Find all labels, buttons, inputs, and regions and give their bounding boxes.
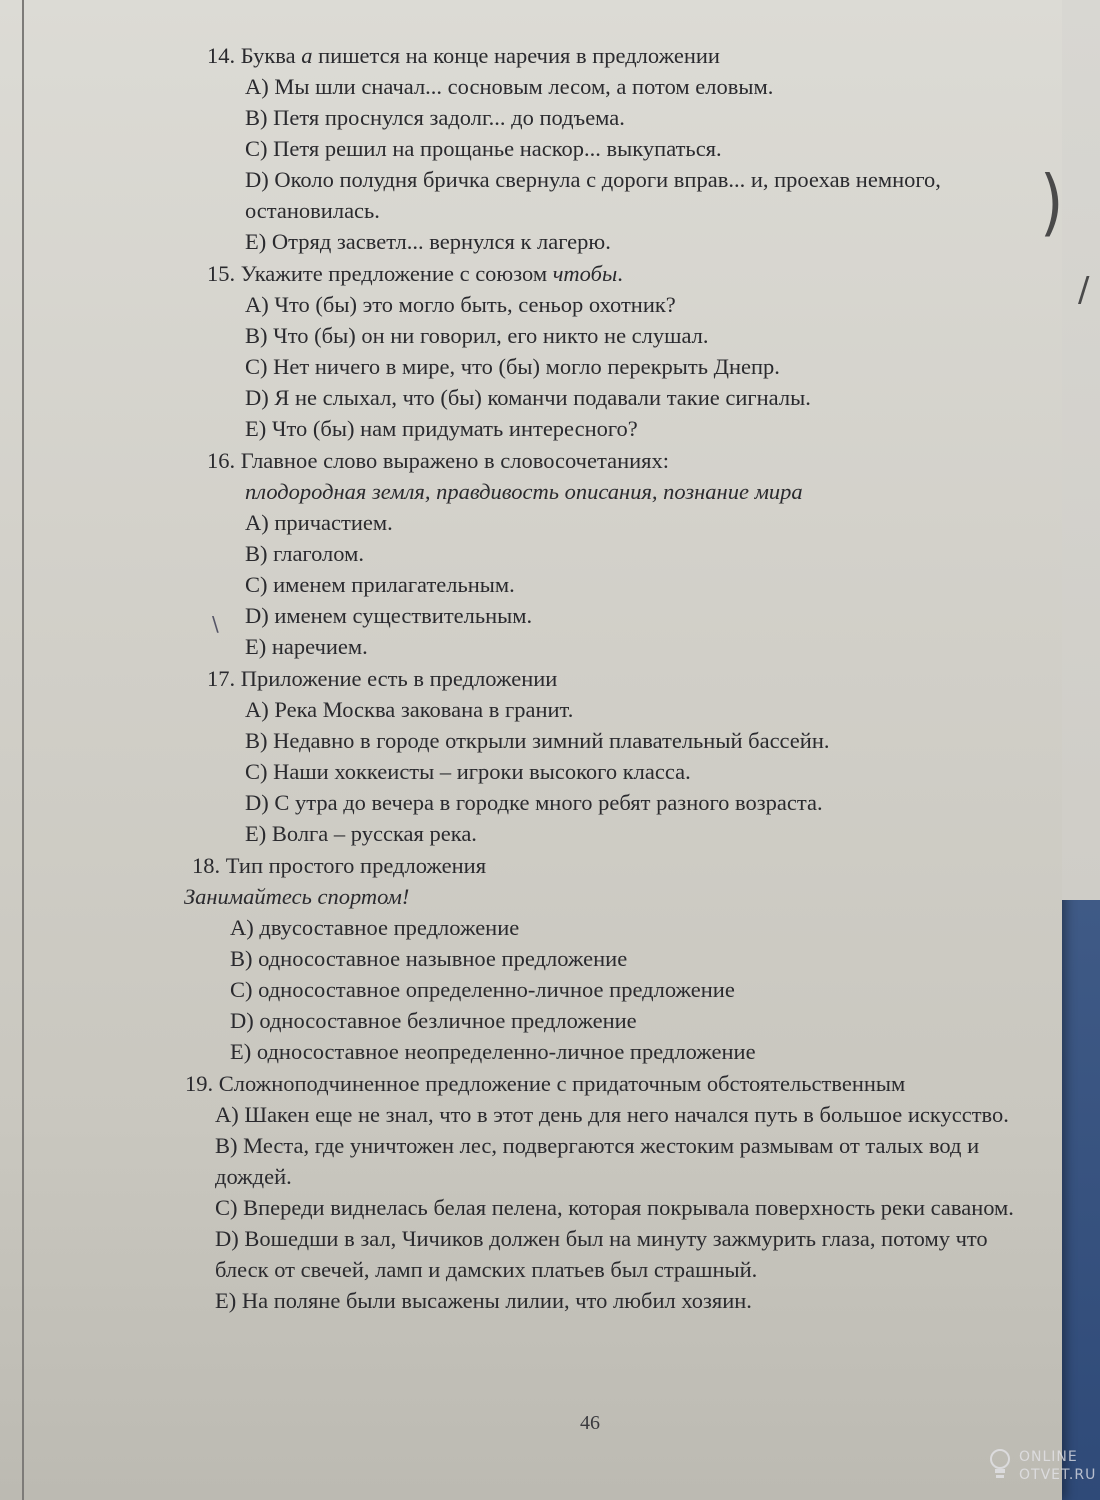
watermark-text: ONLINE OTVET.RU — [1019, 1449, 1097, 1483]
option-e: E) Что (бы) нам придумать интересного? — [245, 416, 638, 441]
option-b: B) Что (бы) он ни говорил, его никто не слушал. — [245, 323, 709, 348]
option-d: D) односоставное безличное предложение — [230, 1008, 637, 1033]
option-e: E) Волга – русская река. — [245, 821, 477, 846]
question-phrase: плодородная земля, правдивость описания, познание мира — [245, 479, 803, 504]
option-a: A) двусоставное предложение — [230, 915, 520, 940]
option-e: E) наречием. — [245, 634, 368, 659]
option-c: C) односоставное определенно-личное предложение — [230, 977, 735, 1002]
watermark — [985, 1442, 1097, 1494]
option-d: D) С утра до вечера в городке много ребят разного возраста. — [245, 790, 823, 815]
option-a: A) Шакен еще не знал, что в этот день для него начался путь в большое искусство. — [215, 1102, 1009, 1127]
question-14 — [207, 40, 1062, 257]
option-c: C) именем прилагательным. — [245, 572, 515, 597]
handwritten-check-mark: \ — [212, 612, 219, 636]
option-a: A) Река Москва закована в гранит. — [245, 697, 574, 722]
question-title: 16. Главное слово выражено в словосочетаниях: — [207, 448, 669, 473]
question-title: 15. Укажите предложение с союзом чтобы. — [207, 261, 623, 286]
lightbulb-icon — [989, 1448, 1011, 1482]
option-b: B) односоставное назывное предложение — [230, 946, 628, 971]
option-c: C) Нет ничего в мире, что (бы) могло перекрыть Днепр. — [245, 354, 780, 379]
handwritten-parenthesis: ) — [1040, 161, 1064, 245]
option-b: B) глаголом. — [245, 541, 364, 566]
option-d: D) Около полудня бричка свернула с дороги вправ... и, проехав немного, остановилась. — [245, 167, 941, 223]
option-a: A) причастием. — [245, 510, 393, 535]
option-c: C) Впереди виднелась белая пелена, которая покрывала поверхность реки саваном. — [215, 1195, 1014, 1220]
question-list — [0, 40, 1062, 1317]
page-number: 46 — [580, 1412, 600, 1434]
underlying-page-edge — [1062, 0, 1100, 900]
question-18 — [184, 850, 1062, 1067]
option-c: C) Петя решил на прощанье наскор... выкупаться. — [245, 136, 722, 161]
option-d: D) Вошедши в зал, Чичиков должен был на минуту зажмурить глаза, потому что блеск от свечей, ламп и дамских платьев был страшный. — [215, 1226, 988, 1282]
question-phrase: Занимайтесь спортом! — [184, 884, 410, 909]
question-title: 14. Буква а пишется на конце наречия в предложении — [207, 43, 720, 68]
option-b: B) Недавно в городе открыли зимний плавательный бассейн. — [245, 728, 830, 753]
question-16 — [207, 445, 1062, 662]
option-e: E) односоставное неопределенно-личное предложение — [230, 1039, 756, 1064]
option-d: D) Я не слыхал, что (бы) команчи подавали такие сигналы. — [245, 385, 811, 410]
question-19 — [185, 1068, 1062, 1316]
handwritten-stroke: / — [1078, 270, 1090, 310]
option-e: E) На поляне были высажены лилии, что любил хозяин. — [215, 1288, 752, 1313]
option-e: E) Отряд засветл... вернулся к лагерю. — [245, 229, 611, 254]
option-a: A) Что (бы) это могло быть, сеньор охотник? — [245, 292, 676, 317]
option-d: D) именем существительным. — [245, 603, 533, 628]
option-c: C) Наши хоккеисты – игроки высокого класса. — [245, 759, 691, 784]
question-17 — [207, 663, 1062, 849]
question-title: 17. Приложение есть в предложении — [207, 666, 558, 691]
question-title: 19. Сложноподчиненное предложение с придаточным обстоятельственным — [185, 1071, 906, 1096]
question-15 — [207, 258, 1062, 444]
question-title: 18. Тип простого предложения — [192, 853, 487, 878]
option-a: A) Мы шли сначал... сосновым лесом, а потом еловым. — [245, 74, 774, 99]
option-b: B) Петя проснулся задолг... до подъема. — [245, 105, 625, 130]
option-b: B) Места, где уничтожен лес, подвергаются жестоким размывам от талых вод и дождей. — [215, 1133, 980, 1189]
